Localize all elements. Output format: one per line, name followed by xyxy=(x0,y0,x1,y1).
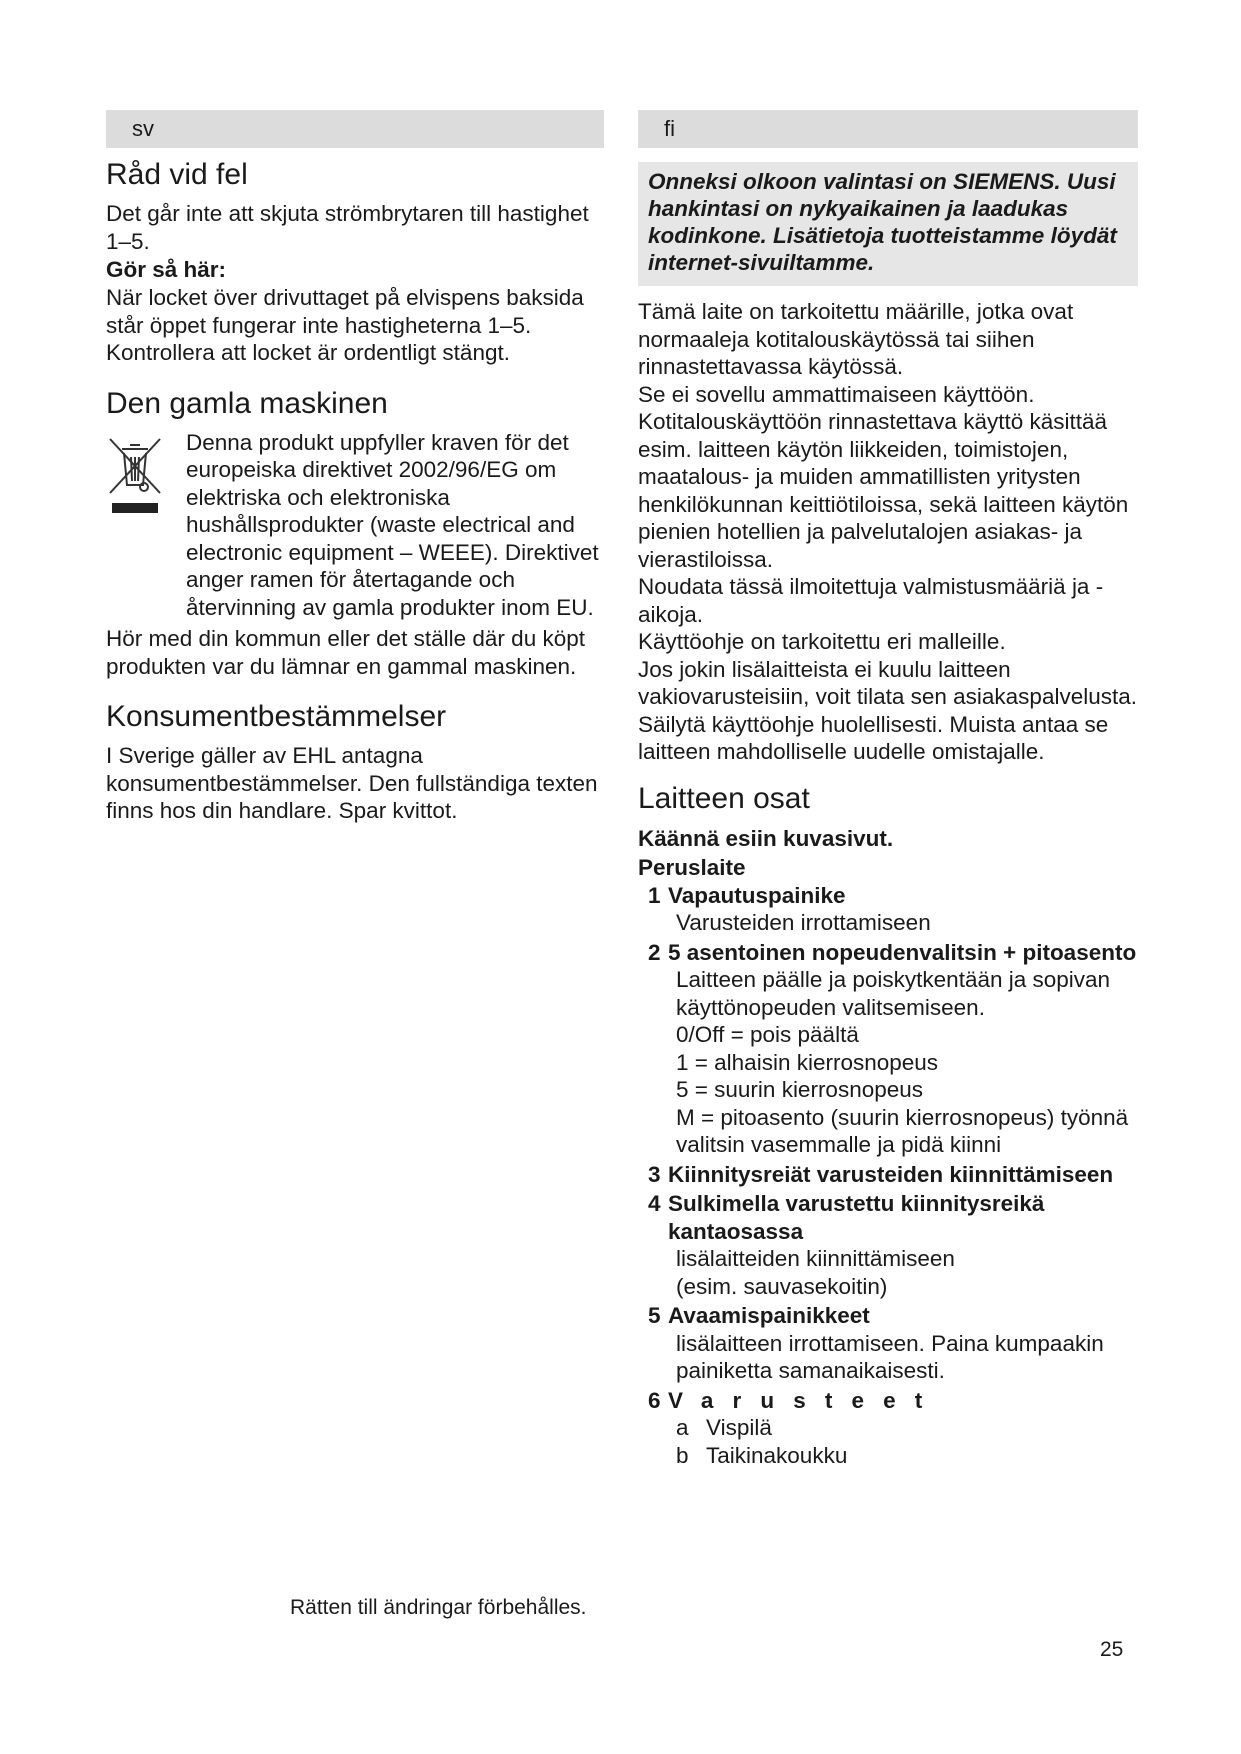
section-disposal xyxy=(106,385,604,681)
page-number: 25 xyxy=(1100,1638,1124,1661)
paragraph: Tämä laite on tarkoitettu määrille, jotka ovat normaaleja kotitalouskäytössä tai siihen rinnastettavassa käytössä. xyxy=(638,299,1074,379)
heading-disposal: Den gamla maskinen xyxy=(106,386,388,420)
part-2 xyxy=(648,939,1138,1159)
heading-parts: Laitteen osat xyxy=(638,781,810,815)
part-title: Kiinnitysreiät varusteiden kiinnittämiseen xyxy=(668,1161,1114,1187)
part-line: lisälaitteen irrottamiseen. Paina kumpaakin painiketta samanaikaisesti. xyxy=(676,1330,1104,1383)
part-5 xyxy=(648,1302,1138,1385)
paragraph: Hör med din kommun eller det ställe där du köpt produkten var du lämnar en gammal maskinen. xyxy=(106,626,585,679)
heading-troubleshooting: Råd vid fel xyxy=(106,158,248,191)
part-3 xyxy=(648,1161,1138,1189)
language-bar-fi: fi xyxy=(638,110,1138,148)
part-line: (esim. sauvasekoitin) xyxy=(676,1273,888,1299)
parts-list xyxy=(638,882,1138,1470)
part-number: 5 xyxy=(648,1303,661,1328)
paragraph: Säilytä käyttöohje huolellisesti. Muista antaa se laitteen mahdolliselle uudelle omistajalle. xyxy=(638,711,1109,764)
accessory-name: Vispilä xyxy=(706,1415,772,1440)
intro-box: Onneksi olkoon valintasi on SIEMENS. Uusi hankintasi on nykyaikainen ja laadukas kodinkone. Lisätietoja tuotteistamme löydät internet-sivuiltamme. xyxy=(638,162,1138,286)
accessory-item xyxy=(676,1442,1138,1470)
part-line: 1 = alhaisin kierrosnopeus xyxy=(676,1049,939,1075)
part-number: 3 xyxy=(648,1161,661,1187)
part-line: 0/Off = pois päältä xyxy=(676,1022,859,1047)
part-title: Varusteet xyxy=(668,1387,942,1413)
part-title: Vapautuspainike xyxy=(668,882,846,908)
weee-text: Denna produkt uppfyller kraven för det europeiska direktivet 2002/96/EG om elektriska och elektroniska hushållsprodukter (waste electrical and electronic equipment – WEEE). Direktivet anger ramen för återtagande och återvinning av gamla produkter inom EU. xyxy=(186,429,599,620)
paragraph: Det går inte att skjuta strömbrytaren till hastighet 1–5. xyxy=(106,201,589,254)
paragraph: Noudata tässä ilmoitettuja valmistusmääriä ja -aikoja. xyxy=(638,574,1104,627)
part-title: 5 asentoinen nopeudenvalitsin + pitoasento xyxy=(668,939,1137,965)
paragraph: I Sverige gäller av EHL antagna konsumentbestämmelser. Den fullständiga texten finns hos din handlare. Spar kvittot. xyxy=(106,743,598,823)
part-4 xyxy=(648,1190,1138,1300)
part-number: 1 xyxy=(648,882,661,908)
part-number: 6 xyxy=(648,1387,661,1413)
crossed-bin-icon xyxy=(106,429,186,622)
section-consumer-terms xyxy=(106,698,604,825)
subheading-base-unit: Peruslaite xyxy=(638,854,746,880)
part-number: 2 xyxy=(648,939,661,965)
accessory-letter: a xyxy=(676,1415,689,1440)
part-title: Avaamispainikkeet xyxy=(668,1303,870,1328)
right-column xyxy=(638,110,1138,1471)
paragraph: Jos jokin lisälaitteista ei kuulu laitteen vakiovarusteisiin, voit tilata sen asiakaspalvelusta. xyxy=(638,656,1137,709)
weee-notice xyxy=(106,429,604,622)
part-1 xyxy=(648,882,1138,937)
part-title: Sulkimella varustettu kiinnitysreikä kantaosassa xyxy=(668,1191,1045,1244)
subheading-what-to-do: Gör så här: xyxy=(106,257,227,282)
part-number: 4 xyxy=(648,1191,661,1216)
footer-note: Rätten till ändringar förbehålles. xyxy=(290,1596,587,1619)
part-line: M = pitoasento (suurin kierrosnopeus) työnnä valitsin vasemmalle ja pidä kiinni xyxy=(676,1104,1129,1157)
accessory-name: Taikinakoukku xyxy=(706,1442,848,1468)
subheading-fold-out: Käännä esiin kuvasivut. xyxy=(638,825,894,851)
part-line: 5 = suurin kierrosnopeus xyxy=(676,1077,924,1102)
paragraph: Käyttöohje on tarkoitettu eri malleille. xyxy=(638,629,1006,654)
paragraph: Se ei sovellu ammattimaiseen käyttöön. Kotitalouskäyttöön rinnastettava käyttö käsittää esim. laitteen käytön liikkeiden, toimistojen, maatalous- ja muiden ammatillisten yritysten henkilökunnan keittiötiloissa, sekä laitteen käytön pienien hotellien ja palvelutalojen asiakas- ja vierastiloissa. xyxy=(638,381,1129,572)
left-column xyxy=(106,110,604,843)
accessory-letter: b xyxy=(676,1442,689,1468)
language-bar-sv: sv xyxy=(106,110,604,148)
part-6 xyxy=(648,1387,1138,1470)
part-line: Varusteiden irrottamiseen xyxy=(676,910,931,935)
part-line: Laitteen päälle ja poiskytkentään ja sopivan käyttönopeuden valitsemiseen. xyxy=(676,967,1111,1020)
paragraph: När locket över drivuttaget på elvispens baksida står öppet fungerar inte hastigheterna 1–5. Kontrollera att locket är ordentligt stängt. xyxy=(106,285,584,365)
accessory-item xyxy=(676,1414,1138,1442)
part-line: lisälaitteiden kiinnittämiseen xyxy=(676,1246,955,1271)
heading-consumer-terms: Konsumentbestämmelser xyxy=(106,700,447,733)
section-troubleshooting xyxy=(106,156,604,367)
